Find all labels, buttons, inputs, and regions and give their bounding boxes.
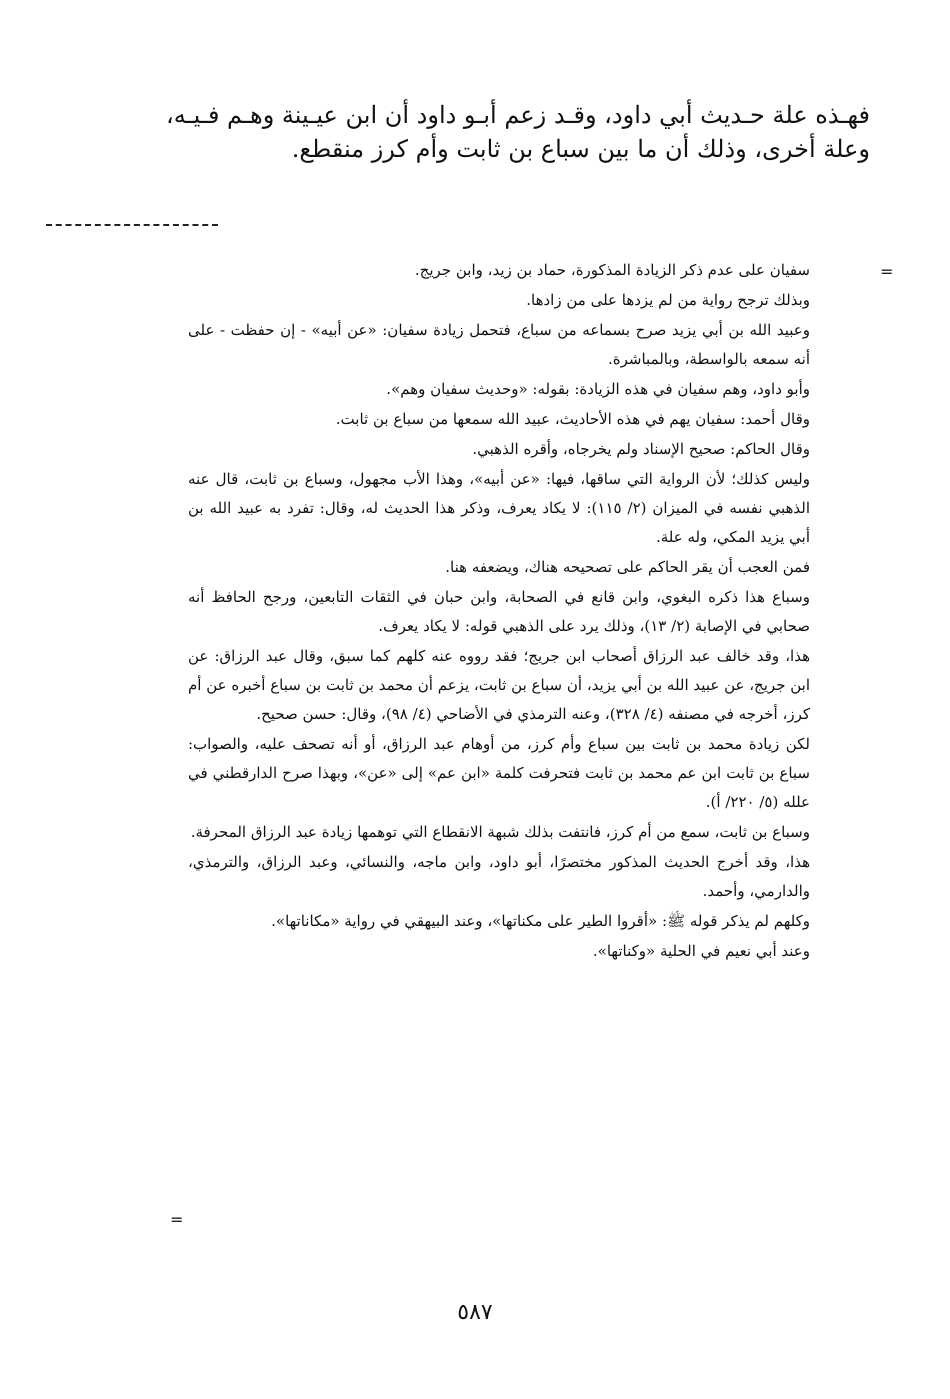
- footnotes-block: [188, 256, 810, 967]
- main-text-block: [150, 98, 870, 166]
- footnote-separator: [46, 224, 218, 226]
- page-number: ٥٨٧: [457, 1300, 493, 1325]
- footnote-paragraph: وسباع بن ثابت، سمع من أم كرز، فانتفت بذلك شبهة الانقطاع التي توهمها زيادة عبد الرزاق المحرفة.: [190, 823, 810, 841]
- footnote-paragraph: وكلهم لم يذكر قوله ﷺ: «أقروا الطير على مكناتها»، وعند البيهقي في رواية «مكاناتها».: [271, 912, 810, 930]
- footnote-paragraph: وعبيد الله بن أبي يزيد صرح بسماعه من سباع، فتحمل زيادة سفيان: «عن أبيه» - إن حفظت - على أنه سمعه بالواسطة، وبالمباشرة.: [188, 321, 810, 368]
- footnote-paragraph: وبذلك ترجح رواية من لم يزدها على من زادها.: [526, 291, 810, 309]
- footnote-paragraph: هذا، وقد خالف عبد الرزاق أصحاب ابن جريج؛ فقد رووه عنه كلهم كما سبق، وقال عبد الرزاق: عن ابن جريج، عن عبيد الله بن أبي يزيد، أن سباع بن ثابت، يزعم أن محمد بن ثابت بن سباع أخبره عن أم كرز، أخرجه في مصنفه (٤/ ٣٢٨)، وعنه الترمذي في الأضاحي (٤/ ٩٨)، وقال: حسن صحيح.: [188, 647, 810, 723]
- main-text-line: فهـذه علة حـديث أبي داود، وقـد زعم أبـو داود أن ابن عيـينة وهـم فـيـه،: [166, 101, 870, 129]
- main-text-line: وعلة أخرى، وذلك أن ما بين سباع بن ثابت وأم كرز منقطع.: [291, 135, 870, 163]
- footnote-paragraph: وقال الحاكم: صحيح الإسناد ولم يخرجاه، وأقره الذهبي.: [472, 440, 810, 458]
- footnote-end-mark: =: [170, 1210, 184, 1229]
- footnote-paragraph: وأبو داود، وهم سفيان في هذه الزيادة: بقوله: «وحديث سفيان وهم».: [386, 380, 810, 398]
- footnote-paragraph: وعند أبي نعيم في الحلية «وكناتها».: [592, 942, 810, 960]
- footnote-paragraph: لكن زيادة محمد بن ثابت بين سباع وأم كرز، من أوهام عبد الرزاق، أو أنه تصحف عليه، والصواب: سباع بن ثابت ابن عم محمد بن ثابت فتحرفت كلمة «ابن عم» إلى «عن»، وبهذا صرح الدارقطني في علله (٥/ ٢٢٠/ أ).: [188, 735, 810, 811]
- footnote-paragraph: فمن العجب أن يقر الحاكم على تصحيحه هناك، ويضعفه هنا.: [445, 558, 810, 576]
- footnote-paragraph: سفيان على عدم ذكر الزيادة المذكورة، حماد بن زيد، وابن جريج.: [414, 261, 810, 279]
- footnote-paragraph: وسباع هذا ذكره البغوي، وابن قانع في الصحابة، وابن حبان في الثقات التابعين، ورجح الحافظ أنه صحابي في الإصابة (٢/ ١٣)، وذلك يرد على الذهبي قوله: لا يكاد يعرف.: [188, 588, 810, 635]
- footnote-paragraph: وقال أحمد: سفيان يهم في هذه الأحاديث، عبيد الله سمعها من سباع بن ثابت.: [335, 410, 810, 428]
- footnote-paragraph: هذا، وقد أخرج الحديث المذكور مختصرًا، أبو داود، وابن ماجه، والنسائي، وعبد الرزاق، والترمذي، والدارمي، وأحمد.: [188, 853, 810, 900]
- footnote-paragraph: وليس كذلك؛ لأن الرواية التي ساقها، فيها: «عن أبيه»، وهذا الأب مجهول، وسباع بن ثابت، قال عنه الذهبي نفسه في الميزان (٢/ ١١٥): لا يكاد يعرف، وذكر هذا الحديث له، وقال: تفرد به عبيد الله بن أبي يزيد المكي، وله علة.: [188, 470, 811, 546]
- footnote-continuation-mark: =: [880, 262, 894, 281]
